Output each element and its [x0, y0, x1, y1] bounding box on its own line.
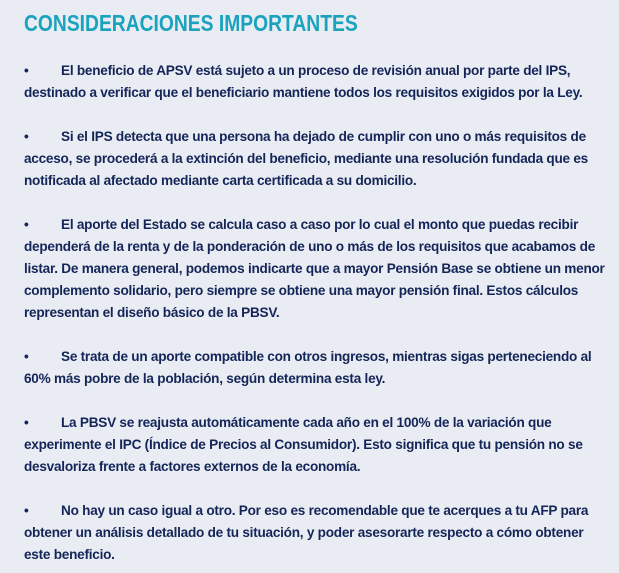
list-item	[24, 346, 607, 390]
list-item-text: Si el IPS detecta que una persona ha dejado de cumplir con uno o más requisitos de acceso, se procederá a la extinción del beneficio, mediante una resolución fundada que es notificada al afectado mediante carta certificada a su domicilio.	[24, 129, 588, 188]
bullet-icon: •	[24, 349, 29, 364]
bullet-icon: •	[24, 503, 29, 518]
list-item	[24, 60, 607, 104]
list-item	[24, 126, 607, 192]
list-item	[24, 500, 607, 566]
list-item-text: La PBSV se reajusta automáticamente cada año en el 100% de la variación que experimente el IPC (Índice de Precios al Consumidor). Esto significa que tu pensión no se desvaloriza frente a factores externos de la economía.	[24, 415, 583, 474]
page-title: CONSIDERACIONES IMPORTANTES	[24, 10, 358, 36]
list-item-text: El beneficio de APSV está sujeto a un proceso de revisión anual por parte del IPS, destinado a verificar que el beneficiario mantiene todos los requisitos exigidos por la Ley.	[24, 63, 583, 100]
list-item-text: El aporte del Estado se calcula caso a caso por lo cual el monto que puedas recibir dependerá de la renta y de la ponderación de uno o más de los requisitos que acabamos de listar. De manera general, podemos indicarte que a mayor Pensión Base se obtiene un menor complemento solidario, pero siempre se obtiene una mayor pensión final. Estos cálculos representan el diseño básico de la PBSV.	[24, 217, 605, 320]
bullet-icon: •	[24, 129, 29, 144]
bullet-icon: •	[24, 415, 29, 430]
list-item-text: Se trata de un aporte compatible con otros ingresos, mientras sigas perteneciendo al 60% más pobre de la población, según determina esta ley.	[24, 349, 592, 386]
bullet-icon: •	[24, 63, 29, 78]
list-item-text: No hay un caso igual a otro. Por eso es recomendable que te acerques a tu AFP para obtener un análisis detallado de tu situación, y poder asesorarte respecto a cómo obtener este beneficio.	[24, 503, 589, 562]
considerations-list	[24, 60, 607, 566]
list-item	[24, 412, 607, 478]
list-item	[24, 214, 607, 324]
bullet-icon: •	[24, 217, 29, 232]
